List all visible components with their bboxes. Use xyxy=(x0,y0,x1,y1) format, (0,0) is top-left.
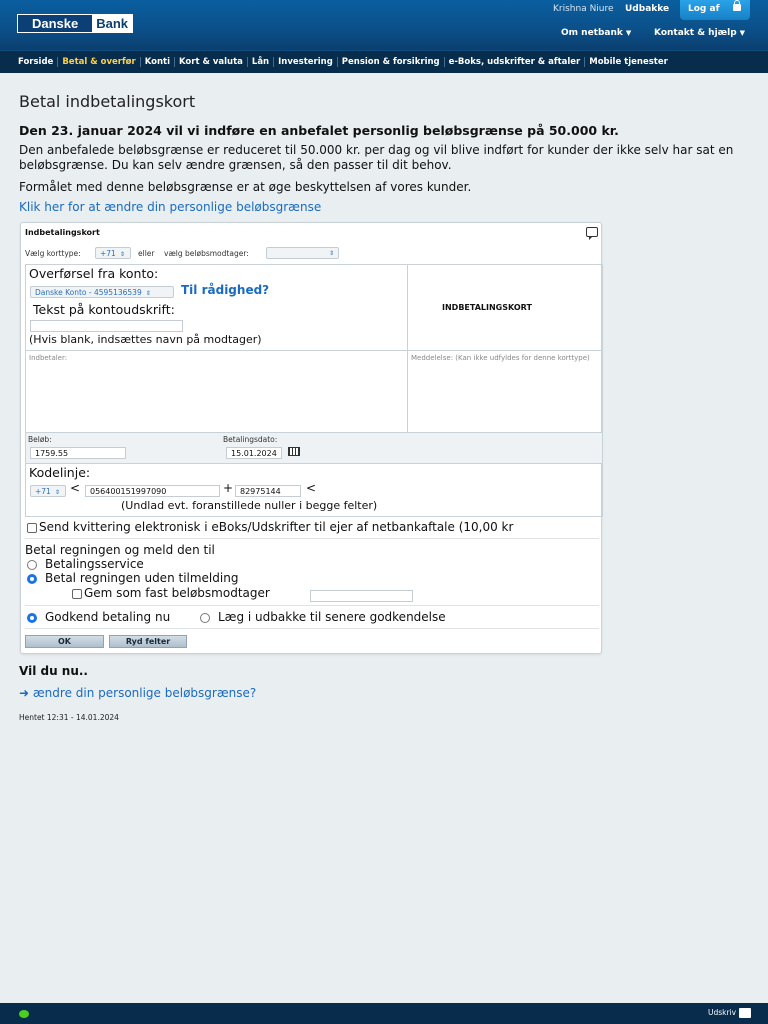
eller-label: eller xyxy=(138,249,155,258)
nav-item-mobile[interactable]: Mobile tjenester xyxy=(589,57,668,67)
arrow-right-icon: ➜ xyxy=(19,686,30,700)
konto-value: Danske Konto - 4595136539 xyxy=(35,288,142,297)
modtager-select[interactable] xyxy=(266,247,339,259)
overfoersel-label: Overførsel fra konto: xyxy=(29,266,159,281)
nav-item-investering[interactable]: Investering xyxy=(274,57,338,67)
nav-item-pension[interactable]: Pension & forsikring xyxy=(338,57,445,67)
kodelinje-label: Kodelinje: xyxy=(29,465,91,480)
kode-number-input[interactable]: 056400151997090 xyxy=(85,485,220,497)
ok-button[interactable]: OK xyxy=(25,635,104,648)
gem-fast-checkbox[interactable] xyxy=(72,589,82,599)
printer-icon[interactable] xyxy=(739,1008,751,1018)
ryd-felter-button[interactable]: Ryd felter xyxy=(109,635,187,648)
til-raadighed-link[interactable]: Til rådighed? xyxy=(181,283,270,297)
purpose-paragraph: Formålet med denne beløbsgrænse er at øge beskyttelsen af vores kunder. xyxy=(19,180,472,194)
divider xyxy=(25,628,599,629)
gem-fast-input[interactable] xyxy=(310,590,413,602)
beloeb-label: Beløb: xyxy=(28,435,52,444)
main-nav xyxy=(0,50,768,73)
chevron-down-icon: ▼ xyxy=(625,29,632,37)
top-header xyxy=(0,0,768,50)
uden-tilmelding-radio[interactable] xyxy=(27,574,37,584)
kontakt-menu[interactable] xyxy=(654,28,745,38)
logo-part2: Bank xyxy=(92,15,132,32)
updown-icon: ⇕ xyxy=(145,290,151,297)
logout-button[interactable] xyxy=(680,0,750,20)
udbakke-link[interactable]: Udbakke xyxy=(625,4,670,14)
uden-tilmelding-label: Betal regningen uden tilmelding xyxy=(45,571,239,585)
nav-item-betal[interactable]: Betal & overfør xyxy=(58,57,140,67)
comment-icon[interactable] xyxy=(586,227,598,237)
nav-item-laan[interactable]: Lån xyxy=(248,57,274,67)
change-limit-link[interactable]: Klik her for at ændre din personlige beløbsgrænse xyxy=(19,200,322,214)
betal-meld-label: Betal regningen og meld den til xyxy=(25,543,215,557)
nav-item-konti[interactable]: Konti xyxy=(141,57,175,67)
updown-icon: ⇕ xyxy=(54,489,60,496)
kontakt-label: Kontakt & hjælp xyxy=(654,28,737,38)
aendre-limit-label: ændre din personlige beløbsgrænse? xyxy=(32,686,257,700)
dato-label: Betalingsdato: xyxy=(223,435,278,444)
payment-form-card xyxy=(20,222,602,654)
danske-bank-logo[interactable] xyxy=(17,14,133,33)
alert-paragraph: Den anbefalede beløbsgrænse er reduceret til 50.000 kr. per dag og vil blive indført for kunder der ikke selv har sat en beløbsgrænse. Du kan selv ændre grænsen, så den passer til dit behov. xyxy=(19,143,734,172)
kode-plus: + xyxy=(223,481,234,495)
aendre-limit-link[interactable] xyxy=(19,686,256,700)
korttype-select[interactable] xyxy=(95,247,131,259)
page-title: Betal indbetalingskort xyxy=(19,92,196,111)
betalingsservice-label: Betalingsservice xyxy=(45,557,144,571)
godkend-nu-label: Godkend betaling nu xyxy=(45,610,171,624)
card-title: Indbetalingskort xyxy=(25,228,100,237)
nav-item-forside[interactable]: Forside xyxy=(14,57,58,67)
nav-item-eboks[interactable]: e-Boks, udskrifter & aftaler xyxy=(445,57,586,67)
korttype-label: Vælg korttype: xyxy=(25,249,81,258)
laeg-udbakke-label: Læg i udbakke til senere godkendelse xyxy=(218,610,446,624)
gem-fast-label: Gem som fast beløbsmodtager xyxy=(84,586,270,600)
updown-icon: ⇕ xyxy=(119,251,125,258)
indbetaler-box xyxy=(25,350,408,433)
alert-title: Den 23. januar 2024 vil vi indføre en anbefalet personlig beløbsgrænse på 50.000 kr. xyxy=(19,123,619,138)
kvittering-checkbox[interactable] xyxy=(27,523,37,533)
hvis-blank-note: (Hvis blank, indsættes navn på modtager) xyxy=(29,333,262,346)
godkend-nu-radio[interactable] xyxy=(27,613,37,623)
meddelelse-label: Meddelelse: (Kan ikke udfyldes for denne korttype) xyxy=(411,354,590,362)
logout-label: Log af xyxy=(688,4,720,14)
korttype-value: +71 xyxy=(100,249,116,258)
kode-type-select[interactable] xyxy=(30,485,66,497)
dato-input[interactable]: 15.01.2024 xyxy=(226,447,282,459)
indbetaler-label: Indbetaler: xyxy=(29,354,68,362)
divider xyxy=(25,605,599,606)
nav-item-kort[interactable]: Kort & valuta xyxy=(175,57,248,67)
status-indicator-icon xyxy=(19,1010,29,1018)
tekst-input[interactable] xyxy=(30,320,183,332)
laeg-udbakke-radio[interactable] xyxy=(200,613,210,623)
betalingsservice-radio[interactable] xyxy=(27,560,37,570)
user-name: Krishna Niure xyxy=(553,4,614,14)
calendar-icon[interactable] xyxy=(288,447,300,456)
undlad-note: (Undlad evt. foranstillede nuller i begge felter) xyxy=(121,499,378,512)
lock-icon xyxy=(733,4,741,11)
divider xyxy=(25,538,599,539)
kode-lt: < xyxy=(70,481,81,495)
kode-gt: < xyxy=(306,481,317,495)
updown-icon: ⇕ xyxy=(328,250,334,257)
indbetalingskort-heading: INDBETALINGSKORT xyxy=(442,303,532,312)
hentet-timestamp: Hentet 12:31 - 14.01.2024 xyxy=(19,713,119,722)
modtager-label: vælg beløbsmodtager: xyxy=(164,249,249,258)
logo-part1: Danske xyxy=(18,15,92,32)
kode-creditor-input[interactable]: 82975144 xyxy=(235,485,301,497)
om-netbank-label: Om netbank xyxy=(561,28,623,38)
konto-select[interactable] xyxy=(30,286,174,298)
kvittering-label: Send kvittering elektronisk i eBoks/Udskrifter til ejer af netbankaftale (10,00 kr xyxy=(39,520,514,534)
udskriv-link[interactable]: Udskriv xyxy=(708,1008,737,1017)
tekst-label: Tekst på kontoudskrift: xyxy=(33,302,175,317)
om-netbank-menu[interactable] xyxy=(561,28,631,38)
chevron-down-icon: ▼ xyxy=(739,29,746,37)
vil-du-nu-heading: Vil du nu.. xyxy=(19,664,88,678)
footer-bar xyxy=(0,1003,768,1024)
kode-type-value: +71 xyxy=(35,487,51,496)
beloeb-input[interactable]: 1759.55 xyxy=(30,447,126,459)
